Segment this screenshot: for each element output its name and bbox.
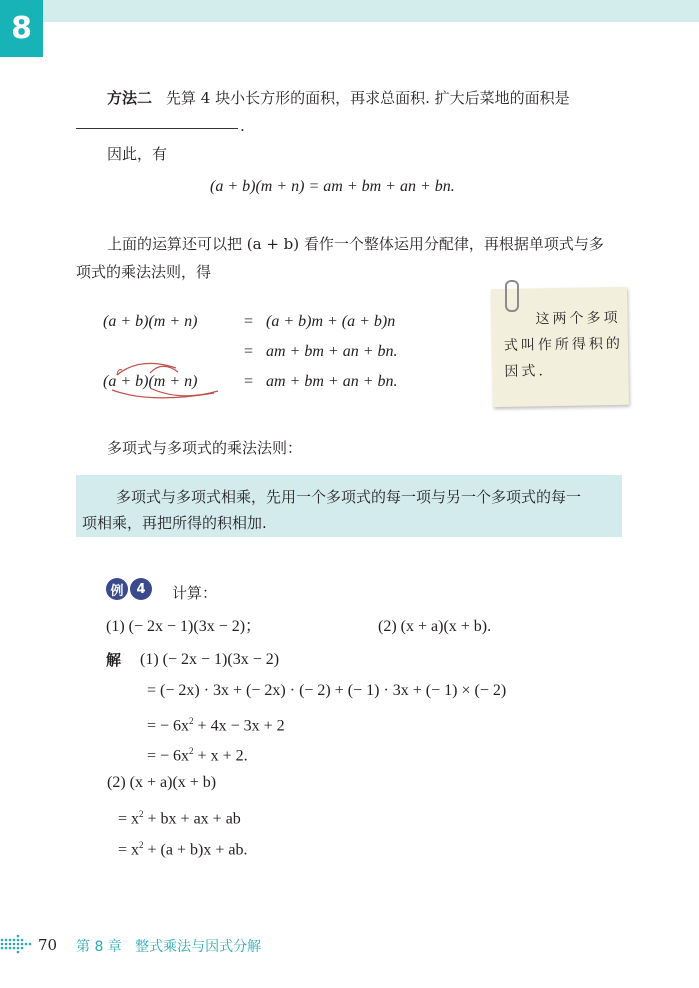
rule-line-1: 多项式与多项式相乘，先用一个多项式的每一项与另一个多项式的每一 — [116, 488, 582, 506]
paragraph-2-line-1: 上面的运算还可以把 (a + b) 看作一个整体运用分配律，再根据单项式与多 — [107, 235, 604, 253]
solution-1-line-0: (1) (− 2x − 1)(3x − 2) — [140, 651, 280, 668]
derivation-row1-eq: = — [244, 313, 254, 330]
therefore-text: 因此，有 — [107, 145, 168, 163]
paperclip-icon — [505, 280, 519, 312]
blank-period: . — [240, 117, 245, 135]
question-1: (1) (− 2x − 1)(3x − 2)； — [106, 618, 262, 635]
s1l3-b: + x + 2. — [193, 747, 248, 765]
method2-label: 方法二 — [107, 89, 153, 107]
equation-1: (a + b)(m + n) = am + bm + an + bn. — [210, 178, 455, 195]
derivation-row3-eq: = — [244, 373, 254, 390]
example-prompt: 计算： — [172, 584, 218, 602]
s2l1-b: + bx + ax + ab — [143, 810, 241, 828]
rule-intro: 多项式与多项式的乘法法则： — [107, 439, 303, 457]
s1l3-sup: 2 — [189, 746, 194, 756]
s2l1-sup: 2 — [139, 809, 144, 819]
note-line-1: 这两个多项 — [535, 309, 621, 328]
note-line-2: 式叫作所得积的 — [503, 335, 624, 354]
s1l2-b: + 4x − 3x + 2 — [193, 717, 285, 735]
s1l2-a: = − 6x — [147, 717, 190, 735]
s2l2-sup: 2 — [139, 840, 144, 850]
s1l3-a: = − 6x — [147, 747, 190, 765]
solution-2-line-0: (2) (x + a)(x + b) — [107, 774, 217, 791]
chapter-number-tab: 8 — [0, 0, 43, 57]
solution-2-line-1 — [118, 804, 241, 829]
derivation-row3-right: am + bm + an + bn. — [266, 373, 398, 390]
example-number-badge: 4 — [130, 578, 152, 600]
solution-1-line-2 — [147, 711, 285, 736]
solution-label: 解 — [106, 651, 122, 669]
derivation-row3-left: (a + b)(m + n) — [103, 373, 198, 390]
page-number: 70 — [38, 936, 58, 954]
s1l2-sup: 2 — [189, 716, 194, 726]
solution-1-line-3 — [147, 741, 248, 766]
s2l2-b: + (a + b)x + ab. — [143, 841, 248, 859]
solution-2-line-2 — [118, 835, 247, 860]
rule-line-2: 项相乘，再把所得的积相加. — [82, 514, 267, 532]
derivation-row1-left: (a + b)(m + n) — [103, 313, 198, 330]
rule-box — [76, 475, 622, 537]
method2-text: 先算 4 块小长方形的面积，再求总面积. 扩大后菜地的面积是 — [166, 89, 570, 107]
s2l2-a: = x — [118, 841, 140, 859]
page-arrow-dots-icon — [0, 932, 36, 960]
solution-1-line-1: = (− 2x) · 3x + (− 2x) · (− 2) + (− 1) · 3x + (− 1) × (− 2) — [147, 682, 507, 699]
derivation-row2-eq: = — [244, 343, 254, 360]
question-2: (2) (x + a)(x + b). — [378, 618, 492, 635]
paragraph-2-line-2: 项式的乘法法则，得 — [76, 263, 212, 281]
chapter-title-footer: 第 8 章 整式乘法与因式分解 — [76, 939, 262, 955]
s2l1-a: = x — [118, 810, 140, 828]
derivation-row1-right: (a + b)m + (a + b)n — [266, 313, 396, 330]
example-badge: 例 — [106, 578, 128, 600]
note-line-3: 因式. — [504, 363, 547, 380]
derivation-row2-right: am + bm + an + bn. — [266, 343, 398, 360]
